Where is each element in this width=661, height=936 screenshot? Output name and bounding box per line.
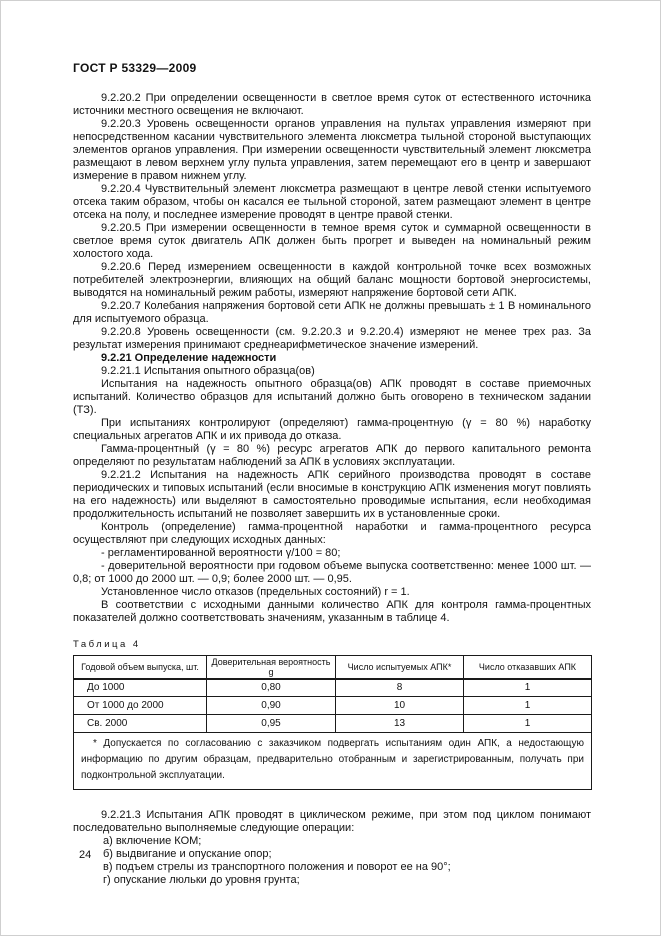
table-header-confidence-probability: Доверительная вероятность g <box>207 656 336 679</box>
table-cell: От 1000 до 2000 <box>74 697 207 715</box>
paragraph-9-2-20-6: 9.2.20.6 Перед измерением освещенности в каждой контрольной точке всех возможных потребителей электроэнергии, влияющих на общий баланс мощности бортовой энергосистемы, выводятся на номинальный режим работы, измеряют напряжение бортовой сети АПК. <box>73 261 591 299</box>
table-cell: 1 <box>464 715 592 733</box>
paragraph-9-2-21-3: 9.2.21.3 Испытания АПК проводят в циклическом режиме, при этом под циклом понимают последовательно выполняемые следующие операции: <box>73 809 591 834</box>
table-cell: 1 <box>464 697 592 715</box>
page-number: 24 <box>79 849 92 861</box>
cycle-operation-g: г) опускание люльки до уровня грунта; <box>103 874 300 886</box>
table-cell: 0,80 <box>207 679 336 697</box>
table-cell: 10 <box>336 697 464 715</box>
paragraph-reliability-intro: Испытания на надежность опытного образца(ов) АПК проводят в составе приемочных испытаний. Количество образцов для испытаний должно быть оговорено в техническом задании (ТЗ). <box>73 378 591 416</box>
cycle-operation-v: в) подъем стрелы из транспортного положения и поворот ее на 90°; <box>103 861 451 873</box>
table-row <box>74 697 592 715</box>
paragraph-9-2-20-5: 9.2.20.5 При измерении освещенности в темное время суток и суммарной освещенности в светлое время суток двигатель АПК должен быть прогрет и выведен на номинальный режим холостого хода. <box>73 222 591 260</box>
paragraph-9-2-20-2: 9.2.20.2 При определении освещенности в светлое время суток от естественного источника источники местного освещения не включают. <box>73 92 591 117</box>
paragraph-table-reference: В соответствии с исходными данными количество АПК для контроля гамма-процентных показателей должно соответствовать значениям, указанным в таблице 4. <box>73 599 591 624</box>
paragraph-control-intro: Контроль (определение) гамма-процентной наработки и гамма-процентного ресурса осуществляют при следующих исходных данных: <box>73 521 591 546</box>
standard-number-header: ГОСТ Р 53329—2009 <box>73 61 197 75</box>
table-header-annual-volume: Годовой объем выпуска, шт. <box>74 656 207 679</box>
paragraph-gamma-operating-time: При испытаниях контролируют (определяют) гамма-процентную (γ = 80 %) наработку специальных агрегатов АПК и их привода до отказа. <box>73 417 591 442</box>
table-4 <box>73 655 592 790</box>
paragraph-9-2-20-7: 9.2.20.7 Колебания напряжения бортовой сети АПК не должны превышать ± 1 В номинального для испытуемого образца. <box>73 300 591 325</box>
paragraph-9-2-21-2: 9.2.21.2 Испытания на надежность АПК серийного производства проводят в составе периодических и типовых испытаний (если вносимые в конструкцию АПК изменения могут повлиять на его надежность) или выделяют в самостоятельно проводимые испытания, если необходимая продолжительность испытаний не позволяет завершить их в установленные сроки. <box>73 469 591 520</box>
paragraph-regulated-probability: - регламентированной вероятности γ/100 = 80; <box>101 547 341 559</box>
table-cell: 13 <box>336 715 464 733</box>
paragraph-9-2-20-8: 9.2.20.8 Уровень освещенности (см. 9.2.20.3 и 9.2.20.4) измеряют не менее трех раз. За результат измерения принимают среднеарифметическое значение измерений. <box>73 326 591 351</box>
table-cell: 1 <box>464 679 592 697</box>
cycle-operation-b: б) выдвигание и опускание опор; <box>103 848 272 860</box>
table-row <box>74 679 592 697</box>
table-cell: Св. 2000 <box>74 715 207 733</box>
table-header-failed-count: Число отказавших АПК <box>464 656 592 679</box>
table-footnote-row <box>74 733 592 790</box>
cycle-operation-a: а) включение КОМ; <box>103 835 202 847</box>
table-row <box>74 715 592 733</box>
paragraph-confidence-probability: - доверительной вероятности при годовом объеме выпуска соответственно: менее 1000 шт. — 0,8; от 1000 до 2000 шт. — 0,9; более 2000 шт. — 0,95. <box>73 560 591 585</box>
table-caption: Таблица 4 <box>73 639 141 650</box>
paragraph-9-2-20-3: 9.2.20.3 Уровень освещенности органов управления на пультах управления измеряют при непосредственном касании чувствительного элемента люксметра тыльной стороной выступающих элементов органов управления. При измерении освещенности чувствительный элемент люксметра размещают в левом верхнем углу пульта управления, затем перемещают его в центр и завершают измерение в правом нижнем углу. <box>73 118 591 182</box>
table-cell: 0,90 <box>207 697 336 715</box>
table-cell: 0,95 <box>207 715 336 733</box>
page-content <box>73 61 591 887</box>
paragraph-gamma-resource: Гамма-процентный (γ = 80 %) ресурс агрегатов АПК до первого капитального ремонта определяют по результатам наблюдений за АПК в условиях эксплуатации. <box>73 443 591 468</box>
paragraph-9-2-20-4: 9.2.20.4 Чувствительный элемент люксметра размещают в центре левой стенки испытуемого отсека таким образом, чтобы он касался ее тыльной стороной, затем размещают элемент в центре отсека на полу, и последнее измерение проводят в центре правой стенки. <box>73 183 591 221</box>
table-footnote: * Допускается по согласованию с заказчиком подвергать испытаниям один АПК, а недостающую информацию по другим образцам, предварительно отобранным и зарегистрированным, получать при подконтрольной эксплуатации. <box>74 733 592 790</box>
table-cell: 8 <box>336 679 464 697</box>
table-cell: До 1000 <box>74 679 207 697</box>
heading-9-2-21-1: 9.2.21.1 Испытания опытного образца(ов) <box>101 365 315 377</box>
paragraph-failure-count: Установленное число отказов (предельных состояний) r = 1. <box>101 586 410 598</box>
table-header-row <box>74 656 592 679</box>
heading-9-2-21: 9.2.21 Определение надежности <box>101 352 277 364</box>
table-header-tested-count: Число испытуемых АПК* <box>336 656 464 679</box>
